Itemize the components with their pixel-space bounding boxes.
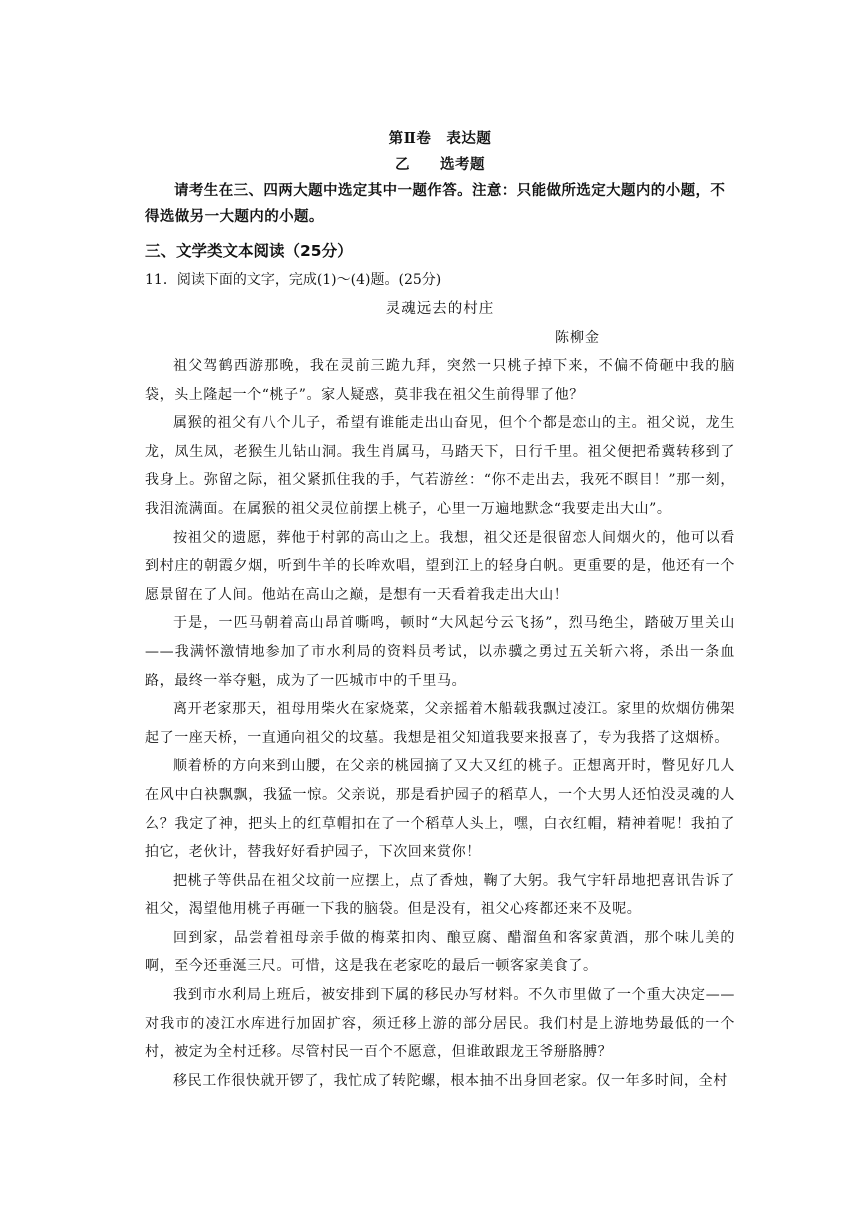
- instruction-text: 请考生在三、四两大题中选定其中一题作答。注意：只能做所选定大题内的小题，不得选做另一大题内的小题。: [145, 182, 726, 225]
- story-paragraph: 离开老家那天，祖母用柴火在家烧菜，父亲摇着木船载我飘过凌江。家里的炊烟仿佛架起了一座天桥，一直通向祖父的坟墓。我想是祖父知道我要来报喜了，专为我搭了这烟桥。: [145, 701, 735, 746]
- part-heading: 三、文学类文本阅读（25分）: [145, 242, 353, 260]
- story-paragraph: 我到市水利局上班后，被安排到下属的移民办写材料。不久市里做了一个重大决定——对我市的凌江水库进行加固扩容，须迁移上游的部分居民。我们村是上游地势最低的一个村，被定为全村迁移。尽管村民一百个不愿意，但谁敢跟龙王爷掰胳膊？: [145, 987, 735, 1061]
- story-paragraph: 于是，一匹马朝着高山昂首嘶鸣，顿时“大风起兮云飞扬”，烈马绝尘，踏破万里关山——我满怀激情地参加了市水利局的资料员考试，以赤骥之勇过五关斩六将，杀出一条血路，最终一举夺魁，成为了一匹城市中的千里马。: [145, 615, 735, 689]
- story-paragraph: 移民工作很快就开锣了，我忙成了转陀螺，根本抽不出身回老家。仅一年多时间，全村: [173, 1072, 728, 1089]
- story-paragraph: 属猴的祖父有八个儿子，希望有谁能走出山奋见，但个个都是恋山的主。祖父说，龙生龙，凤生凤，老猴生儿钻山洞。我生肖属马，马踏天下，日行千里。祖父便把希冀转移到了我身上。弥留之际，祖父紧抓住我的手，气若游丝：“你不走出去，我死不瞑目！”那一刻，我泪流满面。在属猴的祖父灵位前摆上桃子，心里一万遍地默念“我要走出大山”。: [145, 415, 735, 517]
- story-title: 灵魂远去的村庄: [385, 301, 495, 317]
- story-paragraph: 顺着桥的方向来到山腰，在父亲的桃园摘了又大又红的桃子。正想离开时，瞥见好几人在风中白袂飘飘，我猛一惊。父亲说，那是看护园子的稻草人，一个大男人还怕没灵魂的人么？我定了神，把头上的红草帽扣在了一个稻草人头上，嘿，白衣红帽，精神着呢！我拍了拍它，老伙计，替我好好看护园子，下次回来赏你！: [145, 758, 735, 861]
- volume-title: 第Ⅱ卷 表达题: [388, 130, 492, 147]
- story-author: 陈柳金: [555, 330, 600, 346]
- question-prompt: 11．阅读下面的文字，完成(1)～(4)题。(25分): [145, 272, 442, 288]
- section-title: 乙 选考题: [395, 156, 485, 173]
- story-paragraph: 回到家，品尝着祖母亲手做的梅菜扣肉、酿豆腐、醋溜鱼和客家黄酒，那个味儿美的啊，至今还垂涎三尺。可惜，这是我在老家吃的最后一顿客家美食了。: [145, 929, 735, 975]
- story-paragraph: 按祖父的遗愿，葬他于村郭的高山之上。我想，祖父还是很留恋人间烟火的，他可以看到村庄的朝霞夕烟，听到牛羊的长哞欢唱，望到江上的轻身白帆。更重要的是，他还有一个愿景留在了人间。他站在高山之巅，是想有一天看着我走出大山！: [145, 529, 735, 603]
- story-paragraph: 把桃子等供品在祖父坟前一应摆上，点了香烛，鞠了大躬。我气宇轩昂地把喜讯告诉了祖父，渴望他用桃子再砸一下我的脑袋。但是没有，祖父心疼都还来不及呢。: [145, 872, 735, 918]
- story-paragraph: 祖父驾鹤西游那晚，我在灵前三跪九拜，突然一只桃子掉下来，不偏不倚砸中我的脑袋，头上隆起一个“桃子”。家人疑惑，莫非我在祖父生前得罪了他？: [145, 358, 735, 403]
- exam-page: [145, 126, 735, 1095]
